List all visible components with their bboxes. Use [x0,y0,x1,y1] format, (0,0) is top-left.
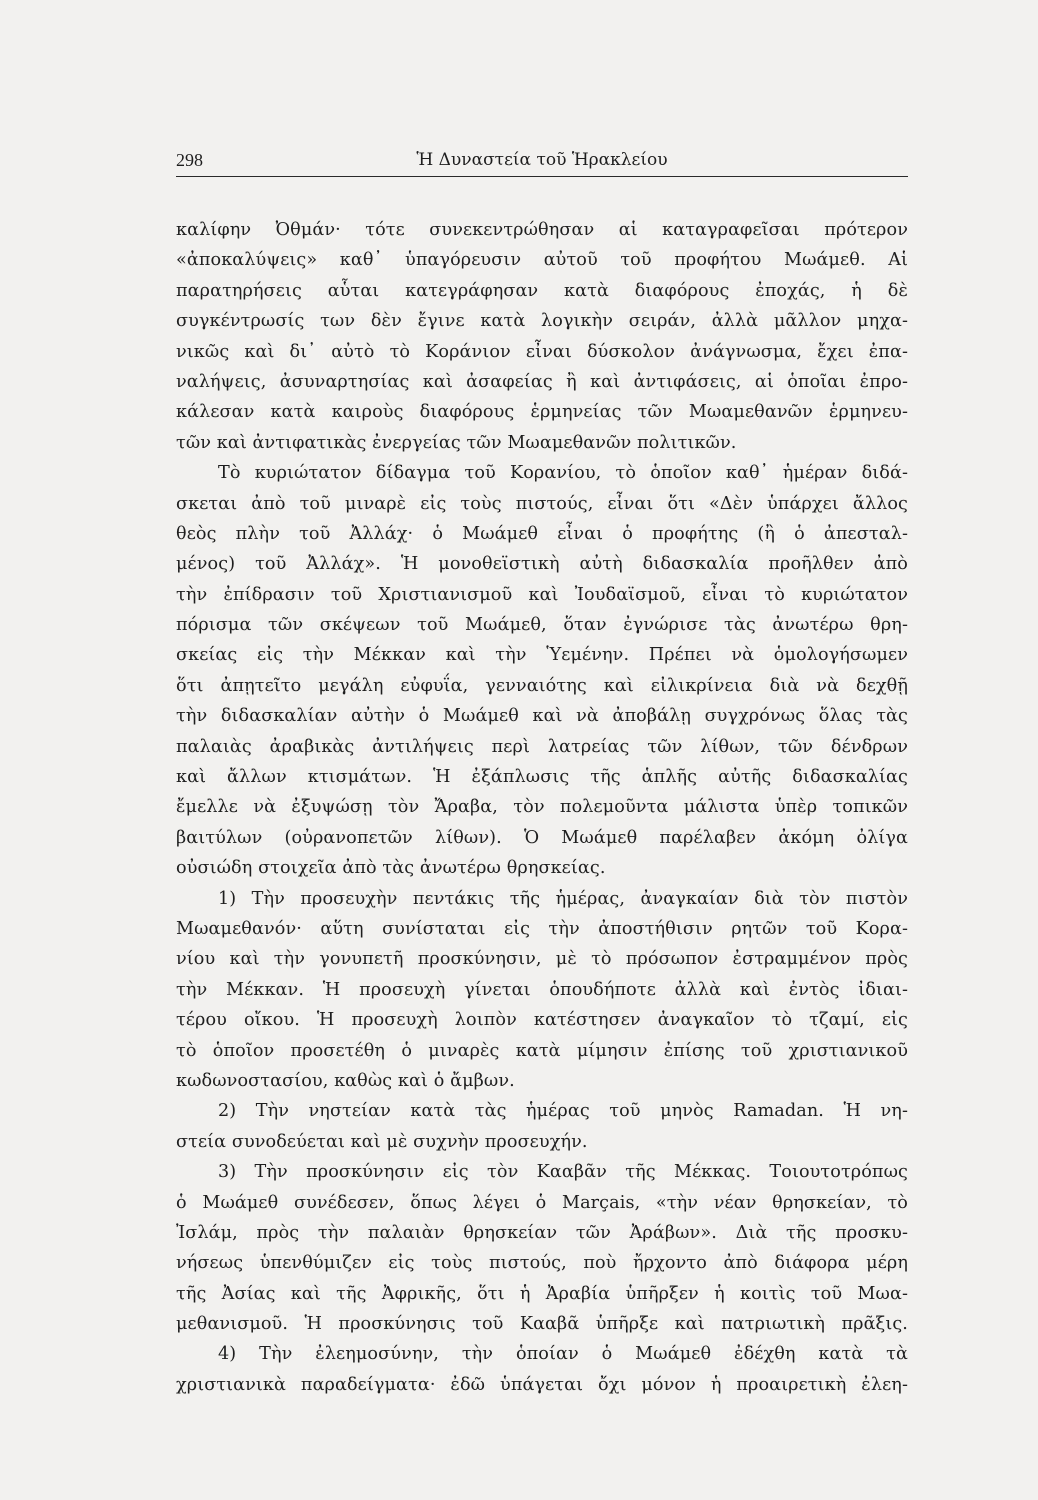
text-line: νικῶς καὶ δι᾿ αὐτὸ τὸ Κοράνιον εἶναι δύσκολον ἀνάγνωσμα, ἔχει ἐπα- [176,341,908,362]
text-line: θεὸς πλὴν τοῦ Ἀλλάχ· ὁ Μωάμεθ εἶναι ὁ προφήτης (ἢ ὁ ἀπεσταλ- [176,523,908,544]
text-line: χριστιανικὰ παραδείγματα· ἐδῶ ὑπάγεται ὄχι μόνον ἡ προαιρετικὴ ἐλεη- [176,1374,908,1395]
text-line: νήσεως ὑπενθύμιζεν εἰς τοὺς πιστούς, ποὺ ἤρχοντο ἀπὸ διάφορα μέρη [176,1253,908,1274]
running-head [176,146,908,177]
text-line: οὐσιώδη στοιχεῖα ἀπὸ τὰς ἀνωτέρω θρησκείας. [176,858,606,879]
text-line: νίου καὶ τὴν γονυπετῆ προσκύνησιν, μὲ τὸ πρόσωπον ἐστραμμένον πρὸς [176,949,908,970]
text-line: τέρου οἴκου. Ἡ προσευχὴ λοιπὸν κατέστησεν ἀναγκαῖον τὸ τζαμί, εἰς [176,1010,908,1031]
text-line: πόρισμα τῶν σκέψεων τοῦ Μωάμεθ, ὅταν ἐγνώρισε τὰς ἀνωτέρω θρη- [176,615,908,636]
text-line: παρατηρήσεις αὗται κατεγράφησαν κατὰ διαφόρους ἐποχάς, ἡ δὲ [176,280,908,301]
text-line: 3) Τὴν προσκύνησιν εἰς τὸν Κααβᾶν τῆς Μέκκας. Τοιουτοτρόπως [218,1162,908,1183]
text-line: ὁ Μωάμεθ συνέδεσεν, ὅπως λέγει ὁ Marçais, «τὴν νέαν θρησκείαν, τὸ [176,1192,908,1213]
text-line: τὴν διδασκαλίαν αὐτὴν ὁ Μωάμεθ καὶ νὰ ἀποβάλῃ συγχρόνως ὅλας τὰς [176,706,908,727]
text-line: καὶ ἄλλων κτισμάτων. Ἡ ἐξάπλωσις τῆς ἁπλῆς αὐτῆς διδασκαλίας [176,767,908,788]
text-line: 2) Τὴν νηστείαν κατὰ τὰς ἡμέρας τοῦ μηνὸς Ramadan. Ἡ νη- [218,1101,908,1122]
text-line: κάλεσαν κατὰ καιροὺς διαφόρους ἑρμηνείας τῶν Μωαμεθανῶν ἑρμηνευ- [176,402,908,423]
text-line: ἔμελλε νὰ ἐξυψώσῃ τὸν Ἄραβα, τὸν πολεμοῦντα μάλιστα ὑπὲρ τοπικῶν [176,797,908,818]
text-line: καλίφην Ὀθμάν· τότε συνεκεντρώθησαν αἱ καταγραφεῖσαι πρότερον [176,220,908,240]
text-line: μεθανισμοῦ. Ἡ προσκύνησις τοῦ Κααβᾶ ὑπῆρξε καὶ πατριωτικὴ πρᾶξις. [176,1314,908,1335]
body-text [176,215,908,1400]
page-number: 298 [176,150,203,170]
text-line: σκεται ἀπὸ τοῦ μιναρὲ εἰς τοὺς πιστούς, εἶναι ὅτι «Δὲν ὑπάρχει ἄλλος [176,493,908,514]
text-line: 4) Τὴν ἐλεημοσύνην, τὴν ὁποίαν ὁ Μωάμεθ ἐδέχθη κατὰ τὰ [218,1344,908,1365]
text-line: σκείας εἰς τὴν Μέκκαν καὶ τὴν Ὑεμένην. Πρέπει νὰ ὁμολογήσωμεν [176,645,908,666]
text-line: Τὸ κυριώτατον δίδαγμα τοῦ Κορανίου, τὸ ὁποῖον καθ᾿ ἡμέραν διδά- [218,463,908,484]
text-line: Μωαμεθανόν· αὕτη συνίσταται εἰς τὴν ἀποστήθισιν ρητῶν τοῦ Κορα- [176,918,908,939]
text-line: κωδωνοστασίου, καθὼς καὶ ὁ ἄμβων. [176,1070,515,1091]
text-line: 1) Τὴν προσευχὴν πεντάκις τῆς ἡμέρας, ἀναγκαίαν διὰ τὸν πιστὸν [218,888,908,909]
text-line: τῆς Ἀσίας καὶ τῆς Ἀφρικῆς, ὅτι ἡ Ἀραβία ὑπῆρξεν ἡ κοιτὶς τοῦ Μωα- [176,1283,908,1304]
text-line: τῶν καὶ ἀντιφατικὰς ἐνεργείας τῶν Μωαμεθανῶν πολιτικῶν. [176,432,737,453]
text-line: βαιτύλων (οὐρανοπετῶν λίθων). Ὁ Μωάμεθ παρέλαβεν ἀκόμη ὀλίγα [176,827,908,848]
book-page [176,146,908,1400]
text-line: στεία συνοδεύεται καὶ μὲ συχνὴν προσευχήν. [176,1131,588,1152]
text-line: «ἀποκαλύψεις» καθ᾿ ὑπαγόρευσιν αὐτοῦ τοῦ προφήτου Μωάμεθ. Αἱ [176,250,908,271]
text-line: ναλήψεις, ἀσυναρτησίας καὶ ἀσαφείας ἢ καὶ ἀντιφάσεις, αἱ ὁποῖαι ἐπρο- [176,371,908,392]
text-line: τὴν ἐπίδρασιν τοῦ Χριστιανισμοῦ καὶ Ἰουδαϊσμοῦ, εἶναι τὸ κυριώτατον [176,584,908,605]
text-line: παλαιὰς ἀραβικὰς ἀντιλήψεις περὶ λατρείας τῶν λίθων, τῶν δένδρων [176,736,908,757]
text-line: τὸ ὁποῖον προσετέθη ὁ μιναρὲς κατὰ μίμησιν ἐπίσης τοῦ χριστιανικοῦ [176,1040,908,1061]
running-title: Ἡ Δυναστεία τοῦ Ἡρακλείου [416,150,668,170]
text-line: ὅτι ἀπῃτεῖτο μεγάλη εὐφυΐα, γενναιότης καὶ εἰλικρίνεια διὰ νὰ δεχθῇ [176,675,908,696]
text-line: τὴν Μέκκαν. Ἡ προσευχὴ γίνεται ὁπουδήποτε ἀλλὰ καὶ ἐντὸς ἰδιαι- [176,979,908,1000]
text-line: Ἰσλάμ, πρὸς τὴν παλαιὰν θρησκείαν τῶν Ἀράβων». Διὰ τῆς προσκυ- [176,1222,908,1243]
text-line: συγκέντρωσίς των δὲν ἔγινε κατὰ λογικὴν σειράν, ἀλλὰ μᾶλλον μηχα- [176,311,908,332]
text-line: μένος) τοῦ Ἀλλάχ». Ἡ μονοθεϊστικὴ αὐτὴ διδασκαλία προῆλθεν ἀπὸ [176,554,908,575]
